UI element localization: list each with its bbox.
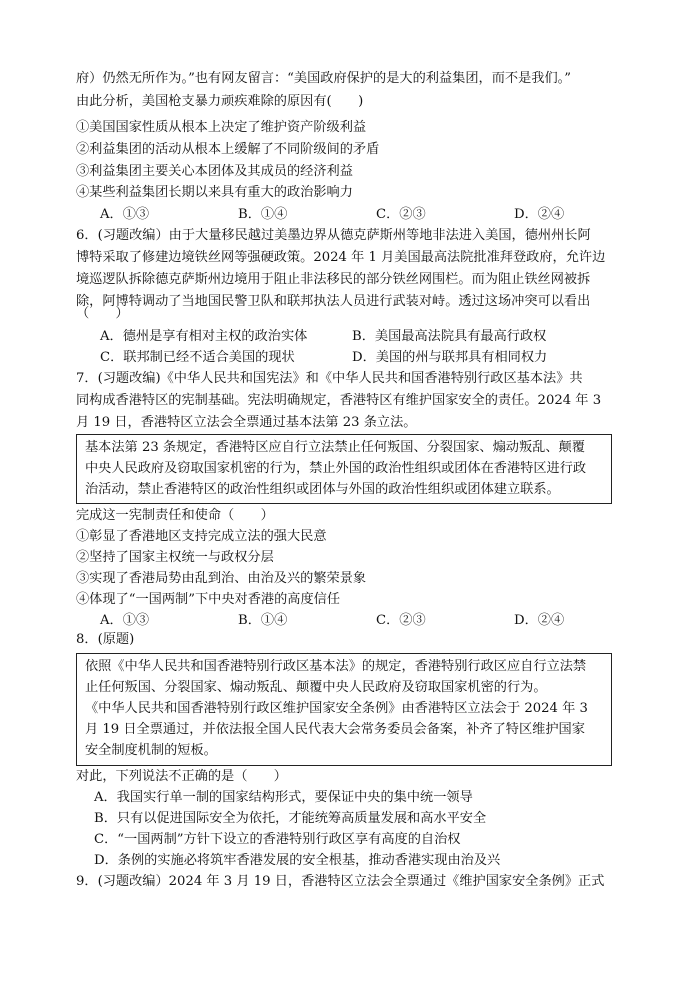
q5-option-d[interactable]: D．②④ — [514, 207, 565, 222]
q6-options-row-2 — [100, 348, 604, 368]
q5-item-3: ③利益集团主要关心本团体及其成员的经济利益 — [76, 164, 353, 179]
q8-box-line-2: 止任何叛国、分裂国家、煽动叛乱、颠覆中央人民政府及窃取国家机密的行为。 — [85, 680, 547, 695]
q5-item-2: ②利益集团的活动从根本上缓解了不同阶级间的矛盾 — [76, 142, 380, 157]
q8-option-b[interactable]: B．只有以促进国际安全为依托，才能统筹高质量发展和高水平安全 — [94, 811, 487, 826]
q5-item-4: ④某些利益集团长期以来具有重大的政治影响力 — [76, 185, 353, 200]
q7-option-d[interactable]: D．②④ — [514, 613, 565, 628]
q7-stem-line-1: 7．(习题改编)《中华人民共和国宪法》和《中华人民共和国香港特别行政区基本法》共 — [76, 371, 583, 386]
q6-options-row-1 — [100, 327, 604, 347]
q5-stem-line-2: 由此分析，美国枪支暴力顽疾难除的原因有( ) — [76, 94, 364, 109]
q7-option-a[interactable]: A．①③ — [100, 613, 150, 628]
q5-option-c[interactable]: C．②③ — [376, 207, 426, 222]
q6-stem-line-3: 境巡逻队拆除德克萨斯州边境用于阻止非法移民的部分铁丝网围栏。而为阻止铁丝网被拆 — [76, 272, 591, 287]
q6-option-a[interactable]: A．德州是享有相对主权的政治实体 — [100, 329, 308, 344]
q7-material-box — [76, 434, 612, 504]
q7-box-line-2: 中央人民政府及窃取国家机密的行为，禁止外国的政治性组织或团体在香港特区进行政 — [85, 461, 587, 476]
q7-stem-line-2: 同构成香港特区的宪制基础。宪法明确规定，香港特区有维护国家安全的责任。2024 年 3 — [76, 393, 602, 408]
q7-stem: 完成这一宪制责任和使命（ ） — [76, 508, 274, 523]
q7-box-line-1: 基本法第 23 条规定，香港特区应自行立法禁止任何叛国、分裂国家、煽动叛乱、颠覆 — [85, 440, 585, 455]
q7-options — [100, 611, 652, 631]
q7-stem-line-3: 月 19 日，香港特区立法会全票通过基本法第 23 条立法。 — [76, 415, 417, 430]
q7-item-2: ②坚持了国家主权统一与政权分层 — [76, 550, 274, 565]
q9-stem-line-1: 9．(习题改编）2024 年 3 月 19 日，香港特区立法会全票通过《维护国家安全条例》正式 — [76, 874, 605, 889]
q7-option-b[interactable]: B．①④ — [238, 613, 288, 628]
q5-item-1: ①美国国家性质从根本上决定了维护资产阶级利益 — [76, 120, 367, 135]
q8-box-line-1: 依照《中华人民共和国香港特别行政区基本法》的规定，香港特别行政区应自行立法禁 — [85, 659, 587, 674]
q6-option-b[interactable]: B．美国最高法院具有最高行政权 — [352, 329, 547, 344]
q7-item-4: ④体现了“一国两制”下中央对香港的高度信任 — [76, 592, 341, 607]
q5-options — [100, 205, 652, 225]
q5-option-b[interactable]: B．①④ — [238, 207, 288, 222]
q6-option-c[interactable]: C．联邦制已经不适合美国的现状 — [100, 350, 295, 365]
q8-title: 8．(原题) — [76, 632, 135, 647]
q8-box-line-4: 月 19 日全票通过，并依法报全国人民代表大会常务委员会备案，补齐了特区维护国家 — [85, 722, 585, 737]
q6-option-d[interactable]: D．美国的州与联邦具有相同权力 — [352, 350, 548, 365]
q8-stem: 对此，下列说法不正确的是（ ） — [76, 769, 287, 784]
q8-option-c[interactable]: C．“一国两制”方针下设立的香港特别行政区享有高度的自治权 — [94, 832, 461, 847]
q8-option-a[interactable]: A．我国实行单一制的国家结构形式，要保证中央的集中统一领导 — [94, 790, 473, 805]
q7-option-c[interactable]: C．②③ — [376, 613, 426, 628]
q8-box-line-5: 安全制度机制的短板。 — [85, 743, 217, 758]
q8-box-line-3: 《中华人民共和国香港特别行政区维护国家安全条例》由香港特区立法会于 2024 年 3 — [85, 701, 588, 716]
q6-stem-line-2: 博特采取了修建边境铁丝网等强硬政策。2024 年 1 月美国最高法院批准拜登政府，允许边 — [76, 250, 606, 265]
q6-stem-line-4: 除，阿博特调动了当地国民警卫队和联邦执法人员进行武装对峙。透过这场冲突可以看出 — [76, 294, 591, 309]
q5-stem-line-1: 府）仍然无所作为。”也有网友留言：“美国政府保护的是大的利益集团，而不是我们。” — [76, 71, 571, 86]
q7-item-3: ③实现了香港局势由乱到治、由治及兴的繁荣景象 — [76, 571, 367, 586]
q6-stem-line-1: 6．(习题改编）由于大量移民越过美墨边界从德克萨斯州等地非法进入美国，德州州长阿 — [76, 228, 591, 243]
q5-option-a[interactable]: A．①③ — [100, 207, 150, 222]
q6-stem-line-5: （ ） — [76, 306, 129, 321]
q7-item-1: ①彰显了香港地区支持完成立法的强大民意 — [76, 529, 327, 544]
q7-box-line-3: 治活动，禁止香港特区的政治性组织或团体与外国的政治性组织或团体建立联系。 — [85, 482, 560, 497]
q8-material-box — [76, 653, 612, 766]
q8-option-d[interactable]: D．条例的实施必将筑牢香港发展的安全根基，推动香港实现由治及兴 — [94, 853, 501, 868]
